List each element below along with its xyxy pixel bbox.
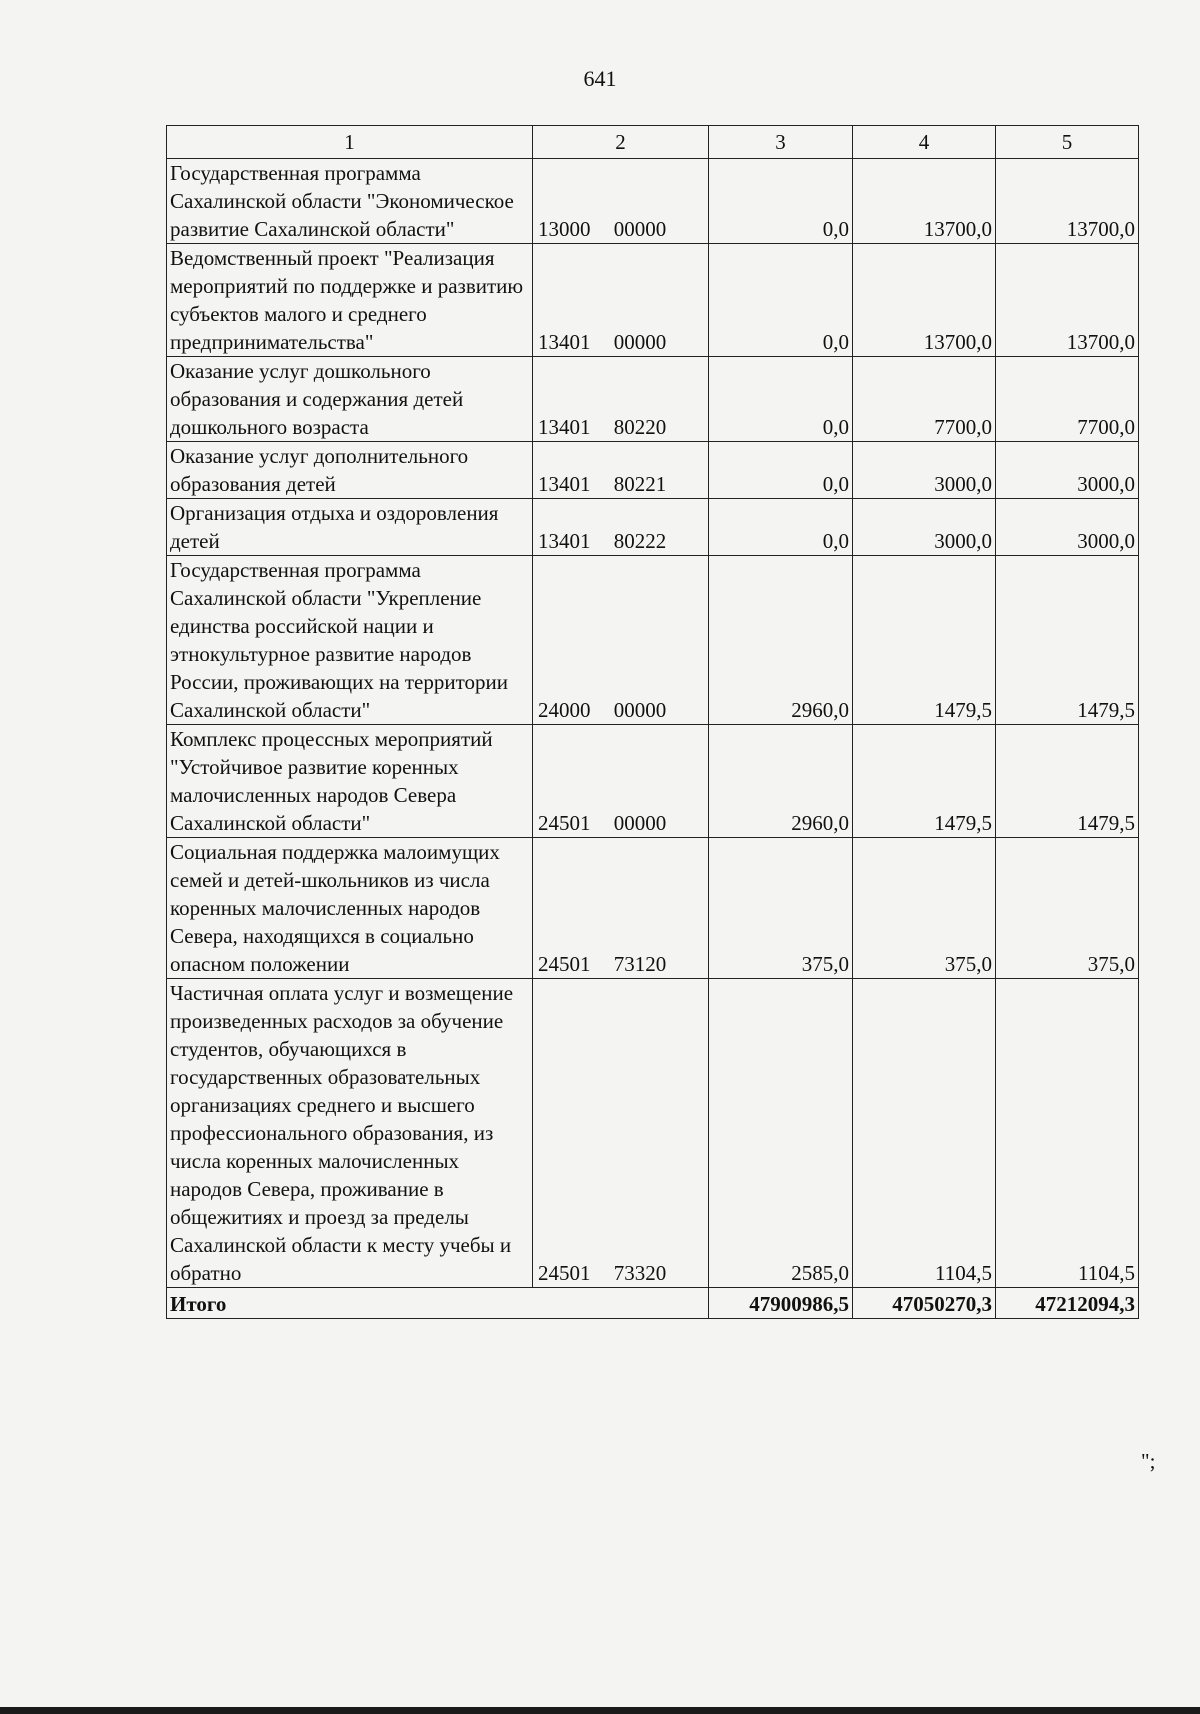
value-col5: 1479,5 <box>996 725 1139 838</box>
table-row <box>167 159 1139 244</box>
value-col4: 3000,0 <box>853 499 996 556</box>
total-col5: 47212094,3 <box>996 1288 1139 1319</box>
code-direction: 73120 <box>613 952 667 976</box>
scan-edge-line <box>0 1707 1200 1714</box>
value-col4: 1104,5 <box>853 979 996 1288</box>
value-col4: 13700,0 <box>853 159 996 244</box>
row-code <box>533 357 709 442</box>
row-name: Государственная программа Сахалинской области "Укрепление единства российской нации и этнокультурное развитие народов России, проживающих на территории Сахалинской области" <box>167 556 533 725</box>
value-col5: 3000,0 <box>996 442 1139 499</box>
code-program: 24501 <box>538 1261 591 1285</box>
table-row <box>167 244 1139 357</box>
column-header: 5 <box>996 126 1139 159</box>
row-name: Частичная оплата услуг и возмещение произведенных расходов за обучение студентов, обучающихся в государственных образовательных организациях среднего и высшего профессионального образования, из числа коренных малочисленных народов Севера, проживание в общежитиях и проезд за пределы Сахалинской области к месту учебы и обратно <box>167 979 533 1288</box>
table-row <box>167 979 1139 1288</box>
value-col5: 1104,5 <box>996 979 1139 1288</box>
table-row <box>167 725 1139 838</box>
value-col4: 7700,0 <box>853 357 996 442</box>
row-name: Социальная поддержка малоимущих семей и детей-школьников из числа коренных малочисленных народов Севера, находящихся в социально опасном положении <box>167 838 533 979</box>
code-direction: 00000 <box>613 330 667 354</box>
table-row <box>167 499 1139 556</box>
row-name: Организация отдыха и оздоровления детей <box>167 499 533 556</box>
value-col3: 2585,0 <box>709 979 853 1288</box>
value-col5: 375,0 <box>996 838 1139 979</box>
table-header-row <box>167 126 1139 159</box>
code-program: 13401 <box>538 415 591 439</box>
total-label: Итого <box>167 1288 709 1319</box>
row-code <box>533 838 709 979</box>
row-name: Государственная программа Сахалинской области "Экономическое развитие Сахалинской области" <box>167 159 533 244</box>
value-col3: 375,0 <box>709 838 853 979</box>
row-code <box>533 499 709 556</box>
code-program: 24000 <box>538 698 591 722</box>
row-code <box>533 556 709 725</box>
table-row <box>167 838 1139 979</box>
code-direction: 80221 <box>613 472 667 496</box>
total-row <box>167 1288 1139 1319</box>
budget-table <box>166 125 1139 1319</box>
value-col4: 1479,5 <box>853 556 996 725</box>
value-col3: 2960,0 <box>709 725 853 838</box>
total-col4: 47050270,3 <box>853 1288 996 1319</box>
code-direction: 00000 <box>613 217 667 241</box>
row-code <box>533 244 709 357</box>
value-col3: 0,0 <box>709 499 853 556</box>
closing-quote-mark: "; <box>1141 1449 1156 1473</box>
row-code <box>533 159 709 244</box>
row-code <box>533 442 709 499</box>
column-header: 3 <box>709 126 853 159</box>
value-col5: 7700,0 <box>996 357 1139 442</box>
value-col5: 13700,0 <box>996 159 1139 244</box>
value-col3: 0,0 <box>709 244 853 357</box>
column-header: 1 <box>167 126 533 159</box>
total-col3: 47900986,5 <box>709 1288 853 1319</box>
value-col4: 3000,0 <box>853 442 996 499</box>
code-program: 13401 <box>538 529 591 553</box>
value-col4: 375,0 <box>853 838 996 979</box>
row-code <box>533 725 709 838</box>
code-direction: 73320 <box>613 1261 667 1285</box>
code-program: 24501 <box>538 952 591 976</box>
table-row <box>167 442 1139 499</box>
code-direction: 00000 <box>613 698 667 722</box>
value-col5: 3000,0 <box>996 499 1139 556</box>
row-name: Оказание услуг дополнительного образования детей <box>167 442 533 499</box>
code-program: 13000 <box>538 217 591 241</box>
value-col5: 13700,0 <box>996 244 1139 357</box>
code-direction: 80222 <box>613 529 667 553</box>
table-row <box>167 556 1139 725</box>
code-direction: 00000 <box>613 811 667 835</box>
row-code <box>533 979 709 1288</box>
row-name: Ведомственный проект "Реализация мероприятий по поддержке и развитию субъектов малого и среднего предпринимательства" <box>167 244 533 357</box>
value-col4: 1479,5 <box>853 725 996 838</box>
value-col3: 0,0 <box>709 442 853 499</box>
code-program: 13401 <box>538 330 591 354</box>
code-program: 24501 <box>538 811 591 835</box>
column-header: 4 <box>853 126 996 159</box>
value-col3: 2960,0 <box>709 556 853 725</box>
value-col3: 0,0 <box>709 159 853 244</box>
row-name: Оказание услуг дошкольного образования и содержания детей дошкольного возраста <box>167 357 533 442</box>
value-col5: 1479,5 <box>996 556 1139 725</box>
page-number: 641 <box>583 66 617 91</box>
value-col4: 13700,0 <box>853 244 996 357</box>
code-program: 13401 <box>538 472 591 496</box>
column-header: 2 <box>533 126 709 159</box>
row-name: Комплекс процессных мероприятий "Устойчивое развитие коренных малочисленных народов Севера Сахалинской области" <box>167 725 533 838</box>
code-direction: 80220 <box>613 415 667 439</box>
value-col3: 0,0 <box>709 357 853 442</box>
table-row <box>167 357 1139 442</box>
